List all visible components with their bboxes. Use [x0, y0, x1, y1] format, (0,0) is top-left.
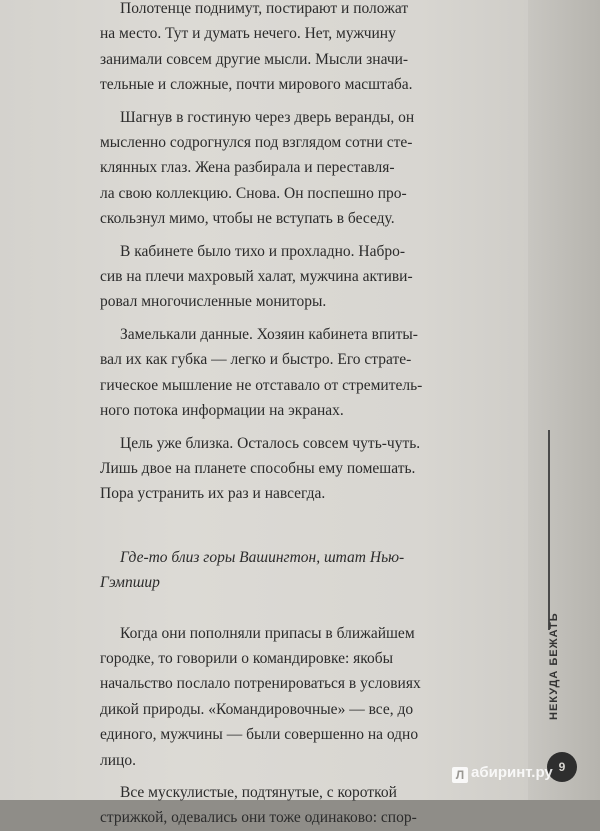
- watermark-logo: Л: [452, 767, 468, 783]
- text-line: тельные и сложные, почти мирового масштаба.: [100, 76, 413, 94]
- body-text: [100, 0, 518, 831]
- text-line: Все мускулистые, подтянутые, с короткой: [120, 783, 397, 801]
- heading-line: Гэмпшир: [100, 574, 160, 592]
- paragraph: [100, 322, 518, 424]
- text-line: занимали совсем другие мысли. Мысли значи-: [100, 50, 409, 68]
- text-line: лицо.: [100, 751, 136, 769]
- watermark-text: абиринт.ру: [471, 764, 553, 781]
- text-line: стрижкой, одевались они тоже одинаково: спор-: [100, 809, 417, 827]
- watermark: [452, 764, 553, 783]
- text-line: ровал многочисленные мониторы.: [100, 293, 327, 311]
- side-rule: [548, 430, 550, 630]
- text-line: ла свою коллекцию. Снова. Он поспешно про-: [100, 184, 407, 202]
- text-line: клянных глаз. Жена разбирала и переставля-: [100, 159, 395, 177]
- running-title: НЕКУДА БЕЖАТЬ: [548, 612, 560, 720]
- text-line: В кабинете было тихо и прохладно. Набро-: [120, 242, 406, 260]
- text-line: Когда они пополняли припасы в ближайшем: [120, 624, 415, 642]
- text-line: сив на плечи махровый халат, мужчина активи-: [100, 268, 413, 286]
- text-line: Полотенце поднимут, постирают и положат: [120, 0, 409, 17]
- text-line: единого, мужчины — были совершенно на одно: [100, 726, 419, 744]
- paragraph: [100, 239, 518, 315]
- page-number: 9: [547, 752, 577, 782]
- text-line: городке, то говорили о командировке: якобы: [100, 649, 394, 667]
- heading-line: Где-то близ горы Вашингтон, штат Нью-: [120, 548, 405, 566]
- text-line: Цель уже близка. Осталось совсем чуть-чуть.: [120, 434, 421, 452]
- text-line: на место. Тут и думать нечего. Нет, мужчину: [100, 25, 396, 43]
- text-line: Шагнув в гостиную через дверь веранды, он: [120, 108, 415, 126]
- text-line: ного потока информации на экранах.: [100, 402, 344, 420]
- paragraph: [100, 621, 518, 773]
- section-heading: [100, 545, 518, 596]
- text-line: Пора устранить их раз и навсегда.: [100, 485, 326, 503]
- text-line: начальство послало потренироваться в условиях: [100, 675, 421, 693]
- paragraph: [100, 0, 518, 98]
- text-line: мысленно содрогнулся под взглядом сотни сте-: [100, 134, 413, 152]
- text-line: Лишь двое на планете способны ему помешать.: [100, 459, 416, 477]
- text-line: гическое мышление не отставало от стремитель-: [100, 376, 423, 394]
- paragraph: [100, 780, 518, 831]
- text-line: скользнул мимо, чтобы не вступать в беседу.: [100, 210, 395, 228]
- text-line: Замелькали данные. Хозяин кабинета впиты-: [120, 325, 418, 343]
- text-line: дикой природы. «Командировочные» — все, до: [100, 700, 414, 718]
- side-tab: [528, 0, 600, 800]
- text-line: вал их как губка — легко и быстро. Его страте-: [100, 351, 412, 369]
- paragraph: [100, 431, 518, 507]
- paragraph: [100, 105, 518, 232]
